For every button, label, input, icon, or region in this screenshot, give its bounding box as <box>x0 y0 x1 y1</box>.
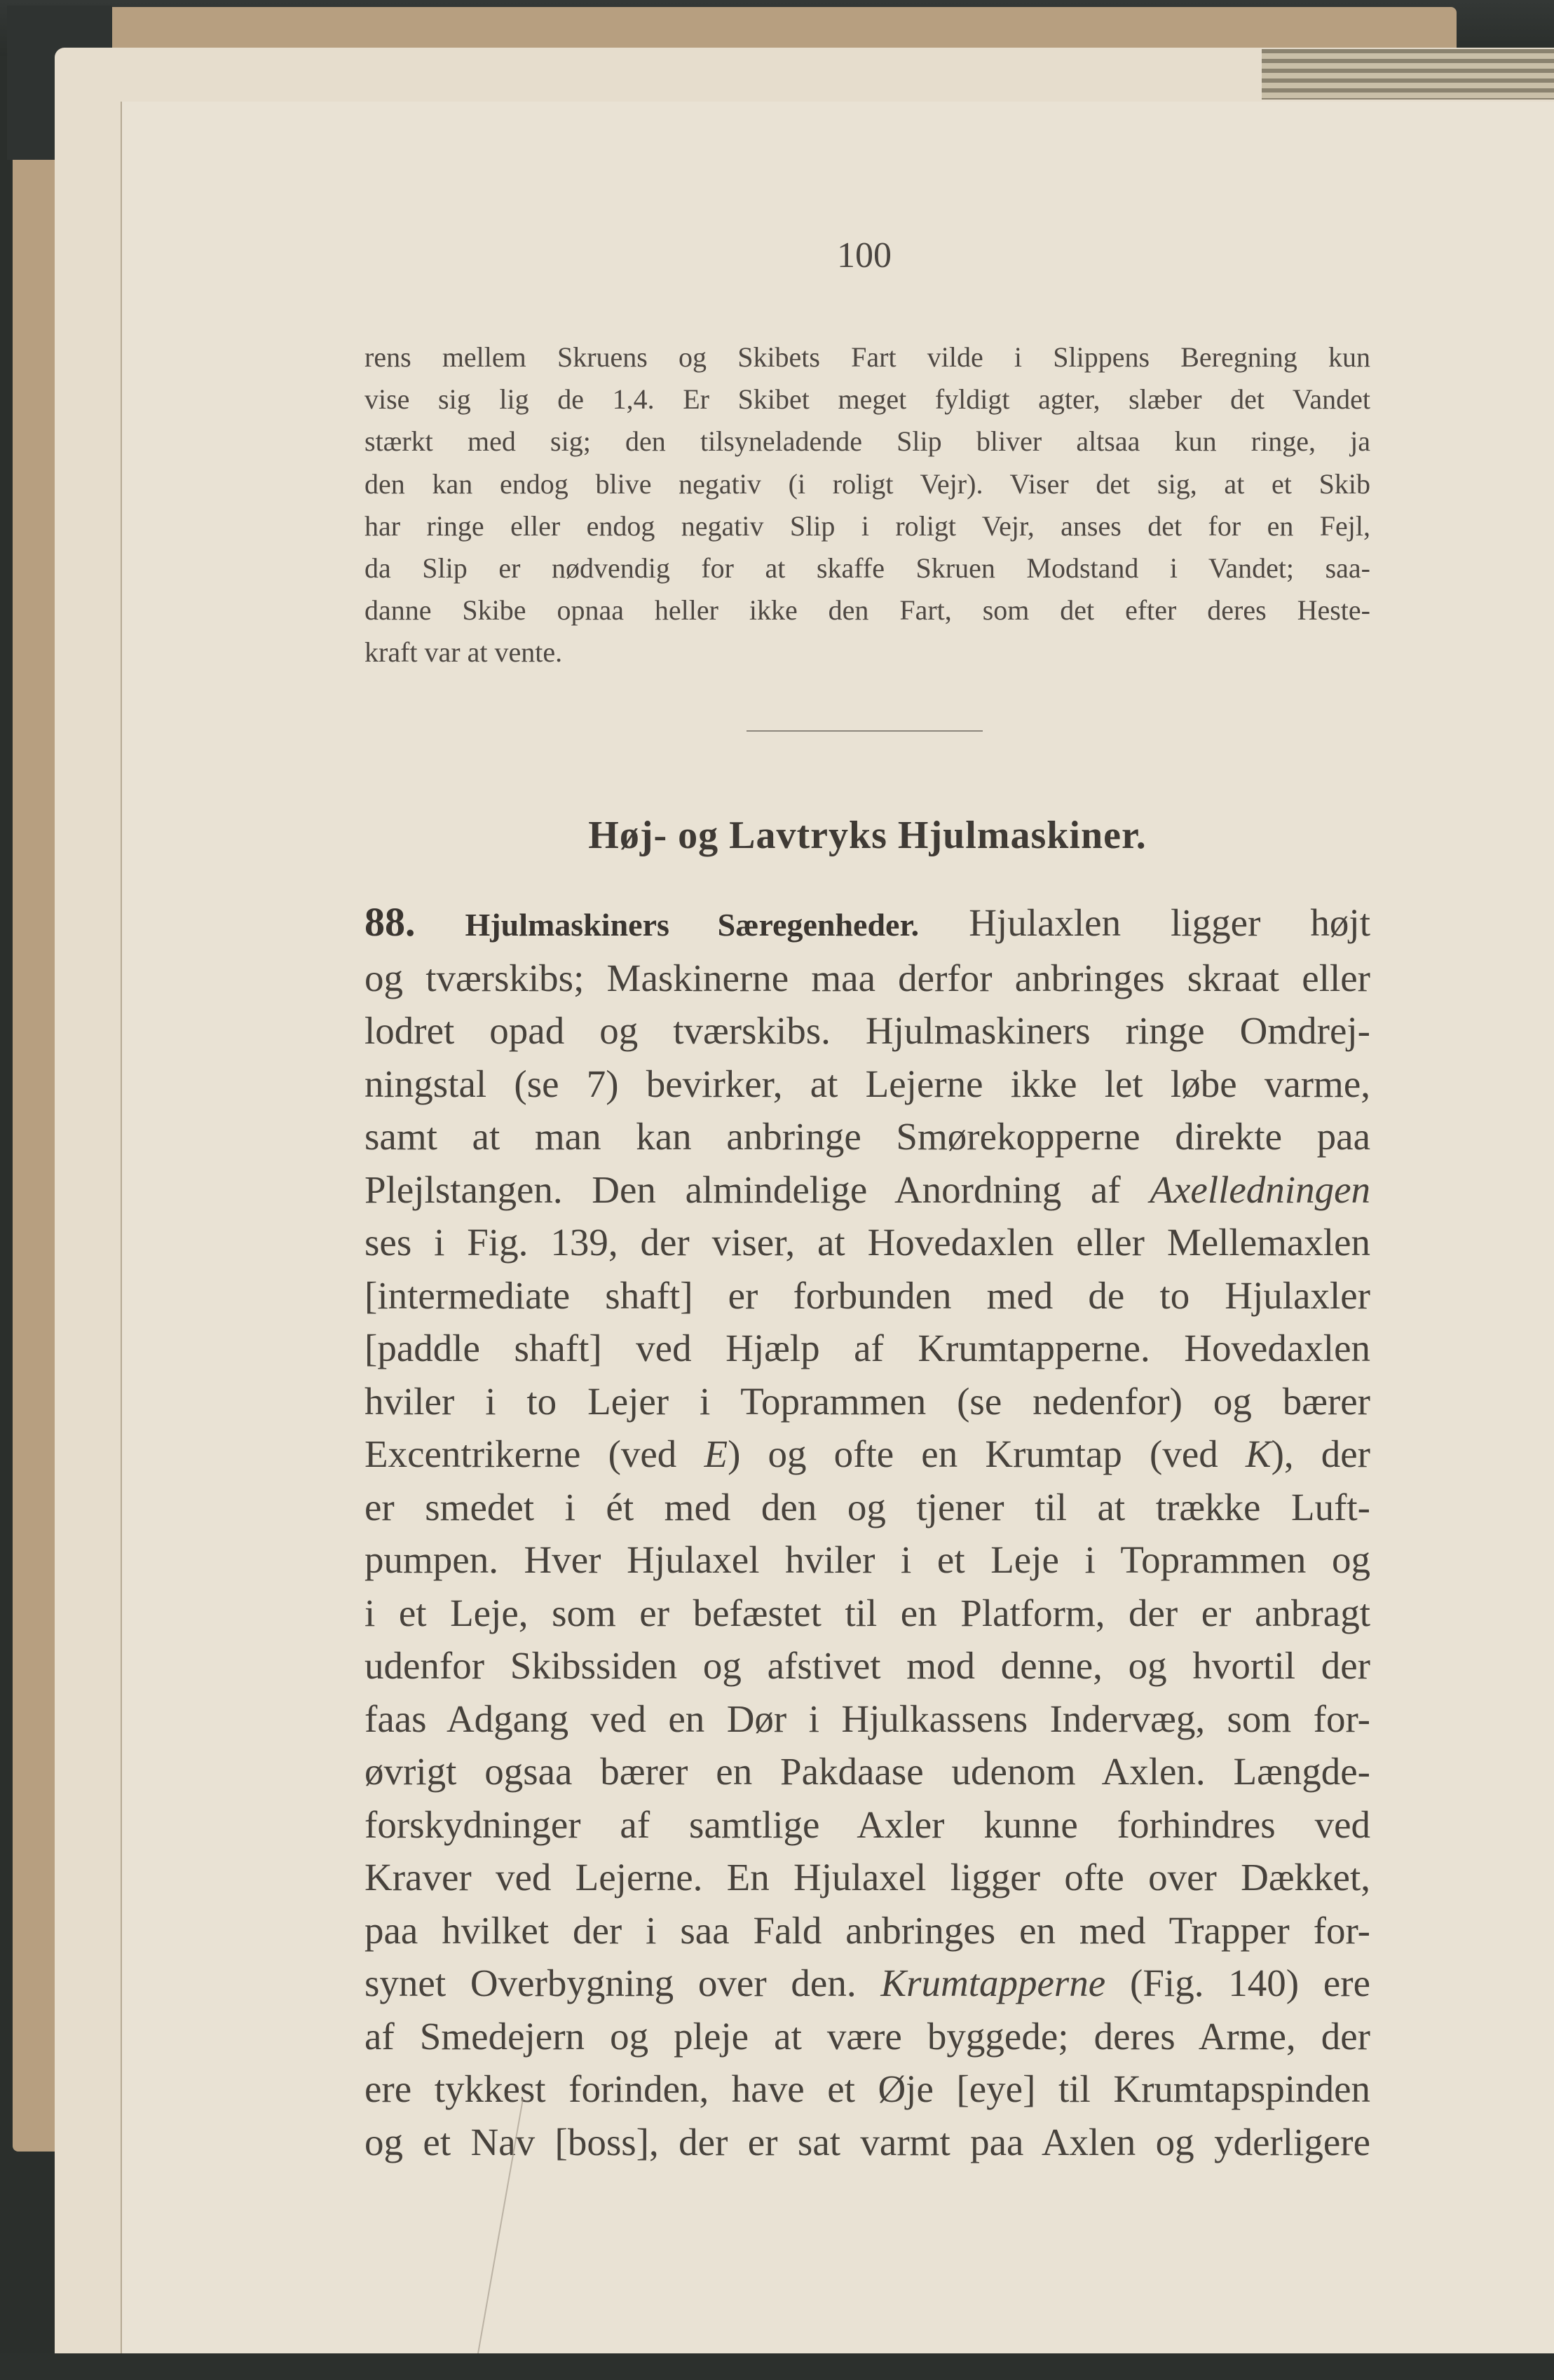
text-line: ningstal (se 7) bevirker, at Lejerne ikke let løbe varme, <box>364 1062 1370 1105</box>
text-line: og tværskibs; Maskinerne maa derfor anbringes skraat eller <box>364 956 1370 999</box>
page-number: 100 <box>837 235 892 275</box>
text-fragment: Excentrikerne (ved <box>364 1432 704 1475</box>
text-line: faas Adgang ved en Dør i Hjulkassens Indervæg, som for- <box>364 1697 1370 1740</box>
text-line: da Slip er nødvendig for at skaffe Skruen Modstand i Vandet; saa- <box>364 552 1370 584</box>
text-line: er smedet i ét med den og tjener til at trække Luft- <box>364 1485 1370 1528</box>
text-line: stærkt med sig; den tilsyneladende Slip bliver altsaa kun ringe, ja <box>364 425 1370 458</box>
text-line: ses i Fig. 139, der viser, at Hovedaxlen eller Mellemaxlen <box>364 1221 1370 1264</box>
intro-paragraph <box>364 336 1370 674</box>
book-cover-bottom <box>0 2353 1554 2380</box>
section-heading: Høj- og Lavtryks Hjulmaskiner. <box>588 814 1147 857</box>
text-line: pumpen. Hver Hjulaxel hviler i et Leje i Toprammen og <box>364 1538 1370 1581</box>
text-line: Kraver ved Lejerne. En Hjulaxel ligger ofte over Dækket, <box>364 1856 1370 1899</box>
text-line: rens mellem Skruens og Skibets Fart vilde i Slippens Beregning kun <box>364 341 1370 373</box>
text-fragment: Hjulaxlen ligger højt <box>969 901 1370 944</box>
text-line: samt at man kan anbringe Smørekopperne direkte paa <box>364 1115 1370 1158</box>
text-line: danne Skibe opnaa heller ikke den Fart, som det efter deres Heste- <box>364 594 1370 627</box>
text-line: af Smedejern og pleje at være byggede; deres Arme, der <box>364 2014 1370 2058</box>
italic-term: Krumtapperne <box>880 1962 1106 2004</box>
text-fragment: ), der <box>1271 1432 1370 1475</box>
text-line: hviler i to Lejer i Toprammen (se nedenfor) og bærer <box>364 1379 1370 1423</box>
italic-letter: K <box>1245 1432 1272 1475</box>
text-fragment: ) og ofte en Krumtap (ved <box>728 1432 1246 1475</box>
section-title: Hjulmaskiners Særegenheder. <box>465 907 920 943</box>
text-line: øvrigt ogsaa bærer en Pakdaase udenom Axlen. Længde- <box>364 1750 1370 1793</box>
text-line: udenfor Skibssiden og afstivet mod denne, og hvortil der <box>364 1644 1370 1687</box>
text-line <box>364 1428 1370 1481</box>
text-line: forskydninger af samtlige Axler kunne forhindres ved <box>364 1803 1370 1846</box>
text-line: [intermediate shaft] er forbunden med de to Hjulaxler <box>364 1273 1370 1317</box>
text-line: [paddle shaft] ved Hjælp af Krumtapperne. Hovedaxlen <box>364 1327 1370 1369</box>
section-paragraph <box>364 896 1370 2168</box>
text-fragment: Plejlstangen. Den almindelige Anordning af <box>364 1168 1150 1211</box>
text-fragment: synet Overbygning over den. <box>364 1962 881 2004</box>
text-line <box>364 1957 1370 2010</box>
text-line: ere tykkest forinden, have et Øje [eye] til Krumtapspinden <box>364 2067 1370 2110</box>
text-fragment: (Fig. 140) ere <box>1105 1962 1370 2004</box>
text-line: kraft var at vente. <box>364 636 563 669</box>
page-edges-top <box>1262 49 1554 100</box>
text-line: har ringe eller endog negativ Slip i roligt Vejr, anses det for en Fejl, <box>364 509 1370 542</box>
text-line: og et Nav [boss], der er sat varmt paa Axlen og yderligere <box>364 2120 1370 2163</box>
italic-term: Axelledningen <box>1150 1168 1370 1211</box>
text-line: lodret opad og tværskibs. Hjulmaskiners ringe Omdrej- <box>364 1009 1370 1052</box>
text-line: i et Leje, som er befæstet til en Platform, der er anbragt <box>364 1591 1370 1634</box>
section-first-line <box>364 896 1370 952</box>
text-line: paa hvilket der i saa Fald anbringes en med Trapper for- <box>364 1908 1370 1952</box>
italic-letter: E <box>704 1432 728 1475</box>
text-line: vise sig lig de 1,4. Er Skibet meget fyldigt agter, slæber det Vandet <box>364 383 1370 416</box>
text-line: den kan endog blive negativ (i roligt Vejr). Viser det sig, at et Skib <box>364 467 1370 500</box>
section-divider <box>747 730 983 732</box>
section-number: 88. <box>364 899 416 945</box>
text-line <box>364 1163 1370 1217</box>
